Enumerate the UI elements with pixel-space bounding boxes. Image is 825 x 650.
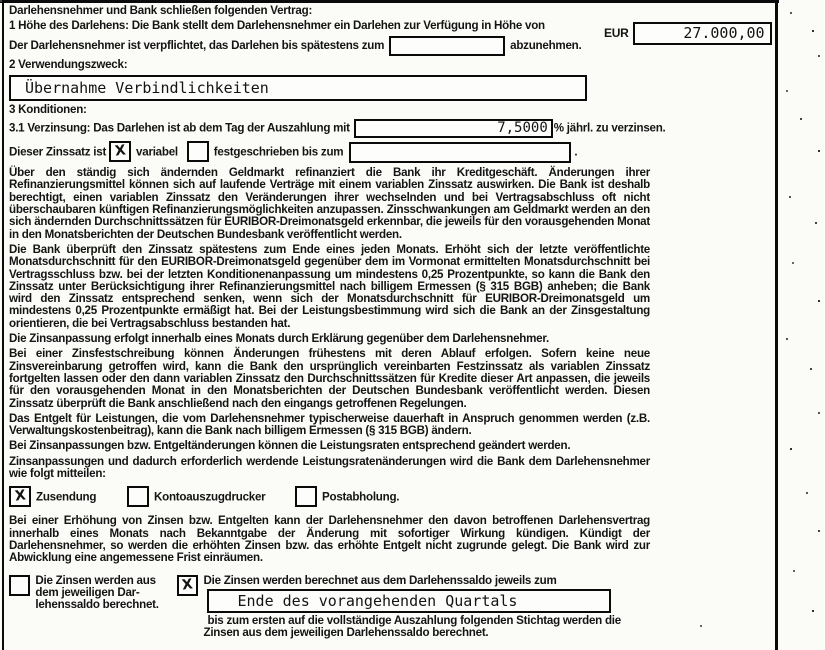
currency-label: EUR [604,26,629,41]
section2-heading: 2 Verwendungszweck: [9,57,128,71]
fest-date-field[interactable] [349,142,571,163]
page-right-border [775,0,778,650]
variabel-label: variabel [136,145,178,159]
kontoauszugdrucker-checkbox[interactable] [127,486,149,507]
contract-intro-line: Darlehensnehmer und Bank schließen folgenden Vertrag: [9,4,313,17]
fest-period: . [574,145,578,159]
page-top-border [0,0,779,3]
section3-heading: 3 Konditionen: [9,102,87,116]
interest-calculation-section [9,575,650,640]
rate-text-before: 3.1 Verzinsung: Das Darlehen ist ab dem Tag der Auszahlung mit [9,121,350,135]
variabel-check-mark: X [113,142,127,160]
interest-calc-option1-checkbox[interactable] [9,575,30,596]
section1-amount-line: 1 Höhe des Darlehens: Die Bank stellt dem Darlehensnehmer ein Darlehen zur Verfügung in Höhe von [9,19,545,33]
purpose-field[interactable]: Übernahme Verbindlichkeiten [9,75,587,101]
interest-calc-note: bis zum ersten auf die vollständige Auszahlung folgenden Stichtag werden die Zinsen aus dem jeweiligen Darlehenssaldo berechnet. [203,613,621,640]
postabholung-checkbox[interactable] [295,486,317,507]
zusendung-checkbox[interactable] [9,486,31,507]
acceptance-text-before: Der Darlehensnehmer ist verpflichtet, das Darlehen bis spätestens zum [9,38,385,52]
paragraph-adjustment-notice: Die Zinsanpassung erfolgt innerhalb eines Monats durch Erklärung gegenüber dem Darlehensnehmer. [9,332,549,346]
notify-option-kontoauszugdrucker [127,486,295,509]
paragraph-refinancing: Über den ständig sich ändernden Geldmarkt refinanziert die Bank ihr Kreditgeschäft. Änderungen ihrer Refinanzierungsmittel können sich auf laufende Verträge mit einem variablen Zinssatz auswirken. Die Bank ist deshalb berechtigt, einen variablen Zinssatz den Veränderungen ihrer wechselnden und bei Vertragsabschluss oft nicht überschaubaren künftigen Refinanzierungsmöglichkeiten anzupassen. Zinsschwankungen am Geldmarkt werden an den sich ändernden Durchschnittssätzen für EURIBOR-Dreimonatsgeld erkennbar, die jeweils für den vorausgehenden Monat in den Monatsberichten der Deutschen Bundesbank veröffentlicht werden. [9,166,650,241]
interest-rate-line [9,119,666,138]
acceptance-text-after: abzunehmen. [510,38,582,52]
paragraph-fixed-rate: Bei einer Zinsfestschreibung können Änderungen frühestens mit deren Ablauf erfolgen. Sofern keine neue Zinsvereinbarung getroffen wird, kann die Bank den ursprünglich vereinbarten Festzinssatz als variablen Zinssatz fortgelten lassen oder den dann variablen Zinssatz den Durchschnittssätzen für Kredite dieser Art anpassen, die jeweils für den vorausgehenden Monat in den Monatsberichten der Deutschen Bundesbank veröffentlicht werden. Diesen Zinssatz überprüft die Bank anschließend nach den eingangs getroffenen Regelungen. [9,347,650,410]
rate-text-after: % jährl. zu verzinsen. [553,121,666,135]
interest-calc-option2-checkbox[interactable] [177,575,198,596]
postabholung-label: Postabholung. [322,490,400,504]
loan-amount-field[interactable]: 27.000,00 [633,22,772,45]
paragraph-cancellation: Bei einer Erhöhung von Zinsen bzw. Entgelten kann der Darlehensnehmer den davon betroffenen Darlehensvertrag innerhalb eines Monats nach Bekanntgabe der Änderung mit sofortiger Wirkung kündigen. Kündigt der Darlehensnehmer, so werden die erhöhten Zinsen bzw. das erhöhte Entgelt nicht zugrunde gelegt. Die Bank wird zur Abwicklung eine angemessene Frist einräumen. [9,514,650,565]
interest-calc-option1-label: Die Zinsen werden aus dem jeweiligen Dar-lehenssaldo berechnet. [35,573,159,612]
interest-calc-option2-block [203,575,650,640]
paragraph-notification-intro: Zinsanpassungen und dadurch erforderlich werdende Leistungsratenänderungen wird die Bank dem Darlehensnehmer wie folgt mitteilen: [9,454,650,481]
zusendung-check-mark: X [13,487,27,505]
scan-noise-specks [0,0,2,2]
rate-type-line [9,141,650,164]
paragraph-rate-review: Die Bank überprüft den Zinssatz spätestens zum Ende eines jeden Monats. Erhöht sich der letzte veröffentlichte Monatsdurchschnitt für den EURIBOR-Dreimonatsgeld gegenüber dem im Vormonat ermittelten Monatsdurchschnitt bei Vertragsschluss bzw. bei der letzten Konditionenanpassung um mindestens 0,25 Prozentpunkte, so kann die Bank den Zinssatz unter Berücksichtigung ihrer Refinanzierungsmittel nach billigem Ermessen (§ 315 BGB) anheben; die Bank wird den Zinssatz entsprechend senken, wenn sich der Monatsdurchschnitt für EURIBOR-Dreimonatsgeld um mindestens 0,25 Prozentpunkte ermäßigt hat. Bei der Leistungsbestimmung wird sich die Bank an der Zinsgestaltung orientieren, die bei Vertragsabschluss bestanden hat. [9,242,650,330]
notify-option-zusendung [9,486,127,509]
acceptance-date-field[interactable] [389,36,505,56]
rate-type-label: Dieser Zinssatz ist [9,145,107,159]
interest-rate-field[interactable]: 7,5000 [354,119,553,138]
interest-calc-date-field[interactable]: Ende des vorangehenden Quartals [207,589,611,613]
paragraph-installments: Bei Zinsanpassungen bzw. Entgeltänderungen können die Leistungsraten entsprechend geändert werden. [9,439,571,453]
contract-body [9,4,666,640]
variabel-checkbox[interactable] [109,141,131,162]
paragraph-fees: Das Entgelt für Leistungen, die vom Darlehensnehmer typischerweise dauerhaft in Anspruch genommen werden (z.B. Verwaltungskostenbeitrag), kann die Bank nach billigem Ermessen (§ 315 BGB) ändern. [9,411,650,438]
section1-acceptance-line [9,36,650,56]
notification-options-row [9,486,650,509]
festgeschrieben-label: festgeschrieben bis zum [213,145,344,159]
interest-calc-option2-label: Die Zinsen werden berechnet aus dem Darlehenssaldo jeweils zum [203,573,557,587]
interest-calc-option2-mark: X [181,575,195,594]
zusendung-label: Zusendung [36,490,97,504]
page-left-border [2,0,4,650]
notify-option-postabholung [295,486,399,509]
kontoauszugdrucker-label: Kontoauszugdrucker [154,490,266,504]
festgeschrieben-checkbox[interactable] [187,141,209,162]
